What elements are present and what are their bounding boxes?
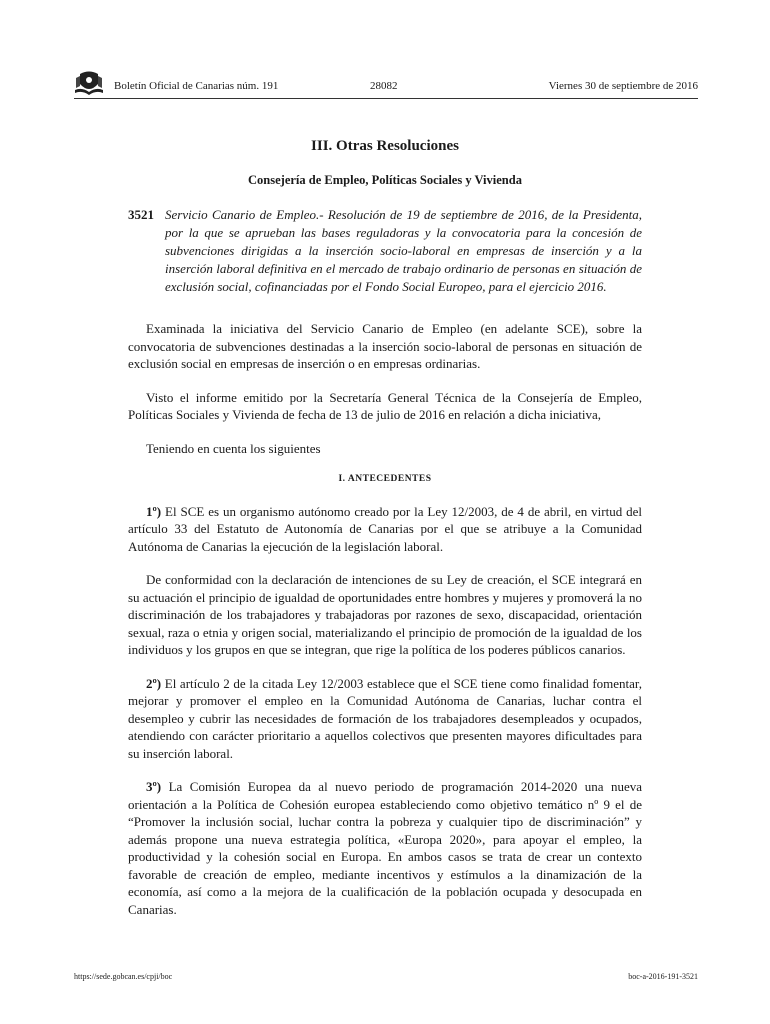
coat-of-arms-icon [74,70,104,96]
resolution-summary: Servicio Canario de Empleo.- Resolución de 19 de septiembre de 2016, de la Presidenta, por la que se aprueban las bases reguladoras y la convocatoria para la concesión de subvenciones dirigidas a la inserción socio-laboral en empresas de inserción y a la inserción laboral definitiva en el mercado de trabajo ordinario de personas en situación de exclusión social, cofinanciadas por el Fondo Social Europeo, para el ejercicio 2016. [165,207,642,294]
antecedente-1-text: El SCE es un organismo autónomo creado por la Ley 12/2003, de 4 de abril, en virtud del artículo 33 del Estatuto de Autonomía de Canarias por el que se atribuye a la Comunidad Autónoma de Canarias la ejecución de la legislación laboral. [128,503,642,554]
department-title: Consejería de Empleo, Políticas Sociales y Vivienda [248,173,522,187]
section-title: III. Otras Resoluciones [311,138,459,154]
resolution-number: 3521 [128,207,154,222]
paragraph-teniendo: Teniendo en cuenta los siguientes [146,440,321,456]
paragraph-visto: Visto el informe emitido por la Secretaría General Técnica de la Consejería de Empleo, Políticas Sociales y Vivienda de fecha de 13 de julio de 2016 en relación a dicha iniciativa, [128,389,642,422]
antecedente-2-number: 2º) [146,675,162,691]
resolution-block [128,206,642,296]
antecedente-2 [128,675,642,763]
page-number: 28082 [370,80,398,92]
antecedente-1 [128,503,642,556]
document-body [128,320,642,934]
page-header [74,70,698,99]
footer-document-code: boc-a-2016-191-3521 [628,972,698,981]
antecedente-1-continuation: De conformidad con la declaración de intenciones de su Ley de creación, el SCE integrará en su actuación el principio de igualdad de oportunidades entre hombres y mujeres y promoverá la no discriminación de los trabajadores y trabajadoras por razones de sexo, discapacidad, orientación sexual, raza o etnia y origen social, materializando el principio de promoción de la igualdad de los individuos y los grupos en que se integran, que rige la política de los poderes públicos canarios. [128,572,642,657]
publication-date: Viernes 30 de septiembre de 2016 [548,80,698,92]
footer-url[interactable]: https://sede.gobcan.es/cpji/boc [74,972,173,981]
antecedente-3-text: La Comisión Europea da al nuevo periodo de programación 2014-2020 una nueva orientación a la Política de Cohesión europea estableciendo como objetivo temático nº 9 el de “Promover la inclusión social, luchar contra la pobreza y cualquier tipo de discriminación” y además propone una nueva estrategia política, «Europa 2020», para apoyar el empleo, la productividad y la cohesión social en Europa. En ambos casos se trata de crear un contexto favorable de creación de empleo, mediante incentivos y estímulos a la dinamización de la economía, así como a la mejora de la cualificación de la población ocupada y desocupada en Canarias. [128,779,642,917]
publication-name: Boletín Oficial de Canarias núm. 191 [114,80,279,92]
antecedente-2-text: El artículo 2 de la citada Ley 12/2003 establece que el SCE tiene como finalidad fomentar, mejorar y promover el empleo en la Comunidad Autónoma de Canarias, luchar contra el desempleo y cubrir las necesidades de formación de los trabajadores desempleados y ocupados, atendiendo con carácter prioritario a aquellos colectivos que presenten mayores dificultades para su inserción laboral. [128,675,642,761]
antecedente-1-number: 1º) [146,503,162,519]
antecedente-3-number: 3º) [146,779,162,794]
antecedente-3 [128,778,642,918]
antecedentes-heading: I. ANTECEDENTES [338,474,432,484]
paragraph-examinada: Examinada la iniciativa del Servicio Canario de Empleo (en adelante SCE), sobre la convocatoria de subvenciones destinadas a la inserción socio-laboral de personas en situación de exclusión social en empresas de inserción o en empresas ordinarias. [128,321,642,371]
